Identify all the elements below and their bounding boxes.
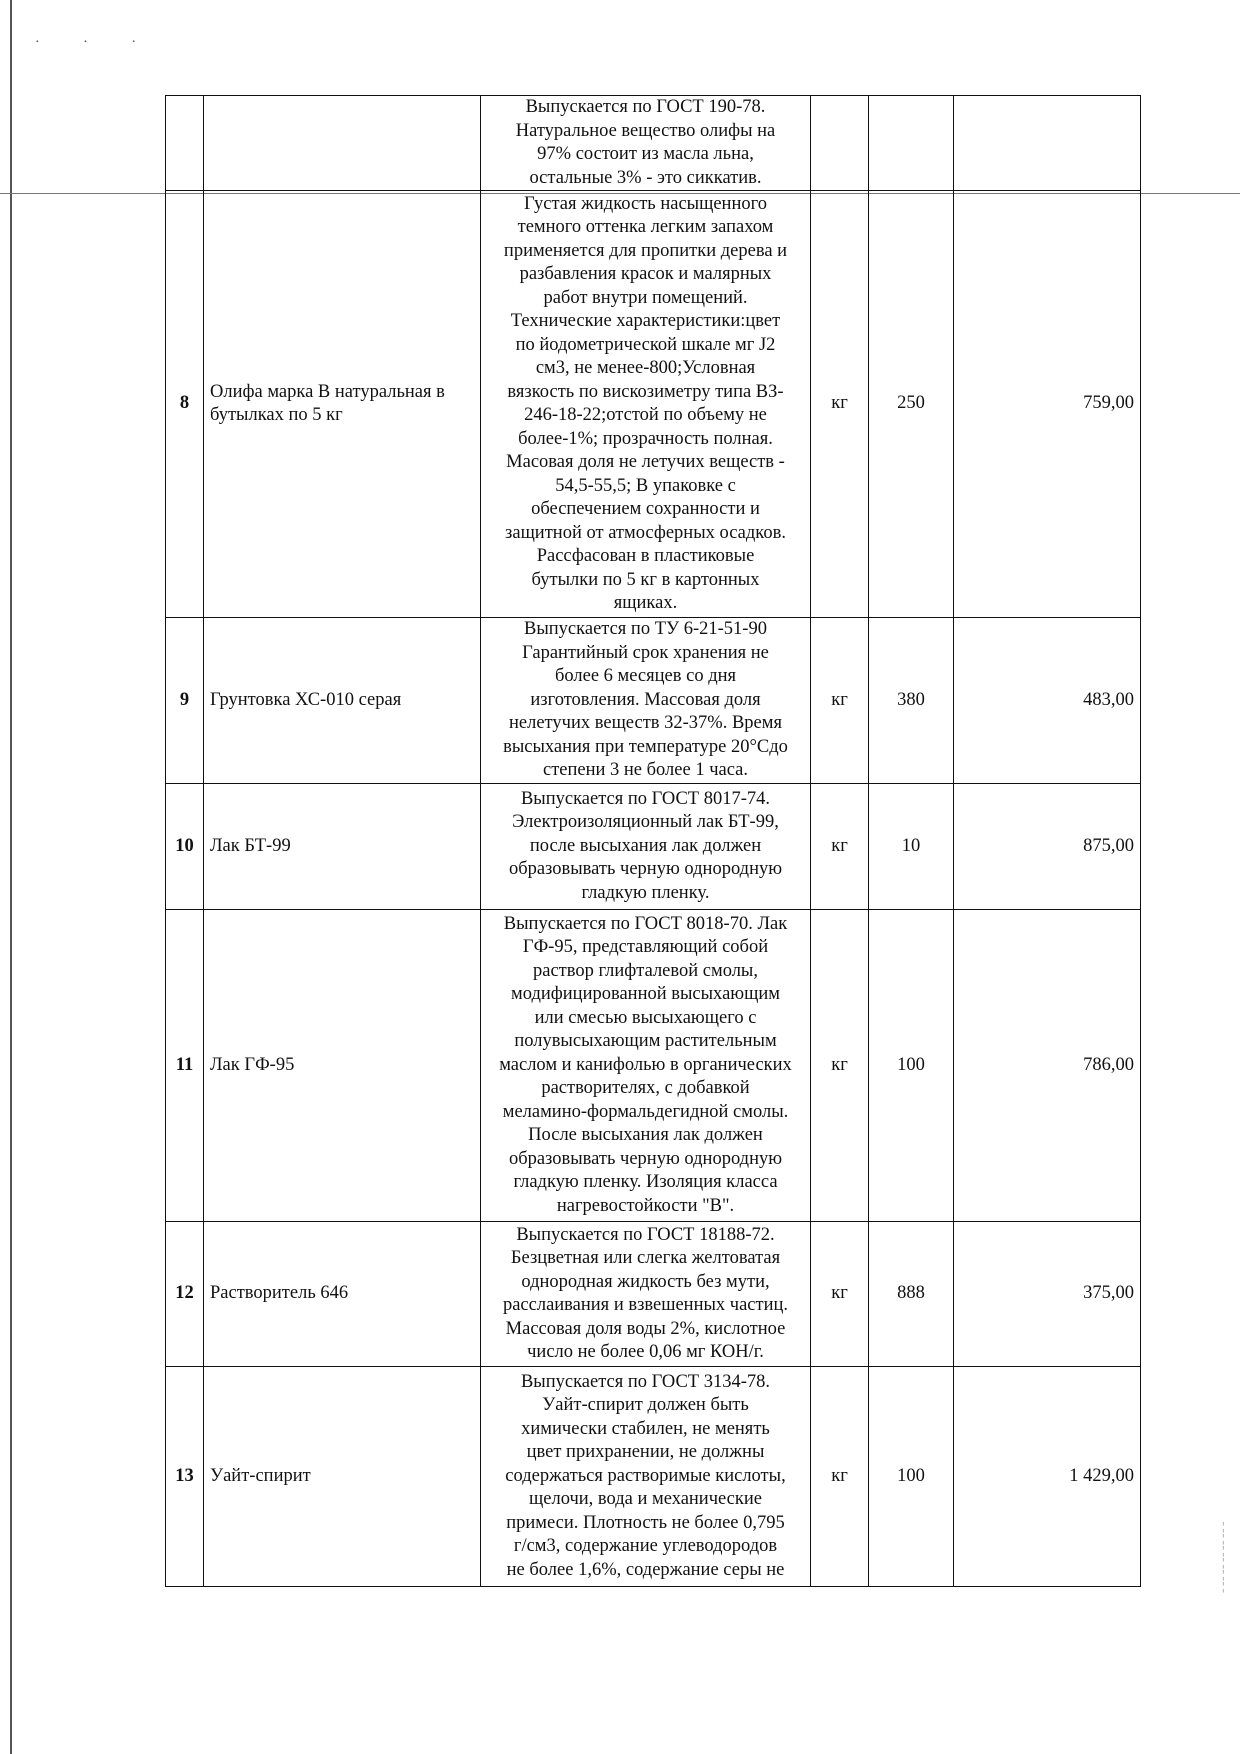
- item-description: Выпускается по ГОСТ 18188-72. Безцветная или слегка желтоватая однородная жидкость без мути, расслаивания и взвешенных частиц. Массовая доля воды 2%, кислотное число не более 0,06 мг КОН/г.: [481, 1222, 811, 1367]
- item-description: Выпускается по ГОСТ 8018-70. Лак ГФ-95, представляющий собой раствор глифталевой смолы, модифицированной высыхающим или смесью высыхающего с полувысыхающим растительным маслом и канифолью в органических растворителях, с добавкой меламино-формальдегидной смолы. После высыхания лак должен образовывать черную однородную гладкую пленку. Изоляция класса нагревостойкости "В".: [481, 910, 811, 1222]
- item-price: 875,00: [954, 784, 1141, 910]
- row-number: [166, 96, 204, 191]
- table-row: [166, 1367, 1141, 1587]
- item-quantity: 250: [869, 191, 954, 618]
- materials-spec-table: [165, 95, 1141, 1587]
- item-quantity: 100: [869, 910, 954, 1222]
- table-row: [166, 784, 1141, 910]
- item-name: Лак ГФ-95: [204, 910, 481, 1222]
- item-price: [954, 96, 1141, 191]
- item-name: Лак БТ-99: [204, 784, 481, 910]
- item-name: Растворитель 646: [204, 1222, 481, 1367]
- table-row: [166, 910, 1141, 1222]
- item-name: [204, 96, 481, 191]
- item-unit: кг: [811, 618, 869, 784]
- scan-edge-marks: ¦ ¦ ¦ ¦ ¦ ¦: [1222, 1519, 1225, 1593]
- row-number: 8: [166, 191, 204, 618]
- item-quantity: [869, 96, 954, 191]
- item-name: Олифа марка В натуральная в бутылках по 5 кг: [204, 191, 481, 618]
- item-unit: кг: [811, 910, 869, 1222]
- row-number: 9: [166, 618, 204, 784]
- item-name: Грунтовка ХС-010 серая: [204, 618, 481, 784]
- item-quantity: 100: [869, 1367, 954, 1587]
- item-unit: кг: [811, 191, 869, 618]
- item-price: 759,00: [954, 191, 1141, 618]
- item-price: 786,00: [954, 910, 1141, 1222]
- table-row: [166, 96, 1141, 191]
- item-name: Уайт-спирит: [204, 1367, 481, 1587]
- scan-speckles: · · ·: [35, 35, 156, 50]
- item-description: Густая жидкость насыщенного темного оттенка легким запахом применяется для пропитки дерева и разбавления красок и малярных работ внутри помещений. Технические характеристики:цвет по йодометрической шкале мг J2 см3, не менее-800;Условная вязкость по вискозиметру типа ВЗ- 246-18-22;отстой по объему не более-1%; прозрачность полная. Масовая доля не летучих веществ - 54,5-55,5; В упаковке с обеспечением сохранности и защитной от атмосферных осадков. Рассфасован в пластиковые бутылки по 5 кг в картонных ящиках.: [481, 191, 811, 618]
- item-description: Выпускается по ГОСТ 8017-74. Электроизоляционный лак БТ-99, после высыхания лак должен образовывать черную однородную гладкую пленку.: [481, 784, 811, 910]
- item-unit: кг: [811, 784, 869, 910]
- row-number: 12: [166, 1222, 204, 1367]
- table-row: [166, 1222, 1141, 1367]
- item-unit: [811, 96, 869, 191]
- table-row: [166, 191, 1141, 618]
- row-number: 11: [166, 910, 204, 1222]
- item-price: 1 429,00: [954, 1367, 1141, 1587]
- item-unit: кг: [811, 1367, 869, 1587]
- item-description: Выпускается по ГОСТ 190-78. Натуральное вещество олифы на 97% состоит из масла льна, остальные 3% - это сиккатив.: [481, 96, 811, 191]
- row-number: 10: [166, 784, 204, 910]
- item-description: Выпускается по ТУ 6-21-51-90 Гарантийный срок хранения не более 6 месяцев со дня изготовления. Массовая доля нелетучих веществ 32-37%. Время высыхания при температуре 20°Сдо степени 3 не более 1 часа.: [481, 618, 811, 784]
- item-quantity: 380: [869, 618, 954, 784]
- item-price: 483,00: [954, 618, 1141, 784]
- row-number: 13: [166, 1367, 204, 1587]
- item-quantity: 888: [869, 1222, 954, 1367]
- item-description: Выпускается по ГОСТ 3134-78. Уайт-спирит должен быть химически стабилен, не менять цвет прихранении, не должны содержаться растворимые кислоты, щелочи, вода и механические примеси. Плотность не более 0,795 г/см3, содержание углеводородов не более 1,6%, содержание серы не: [481, 1367, 811, 1587]
- item-unit: кг: [811, 1222, 869, 1367]
- item-quantity: 10: [869, 784, 954, 910]
- scan-margin-line: [10, 0, 12, 1754]
- table-row: [166, 618, 1141, 784]
- item-price: 375,00: [954, 1222, 1141, 1367]
